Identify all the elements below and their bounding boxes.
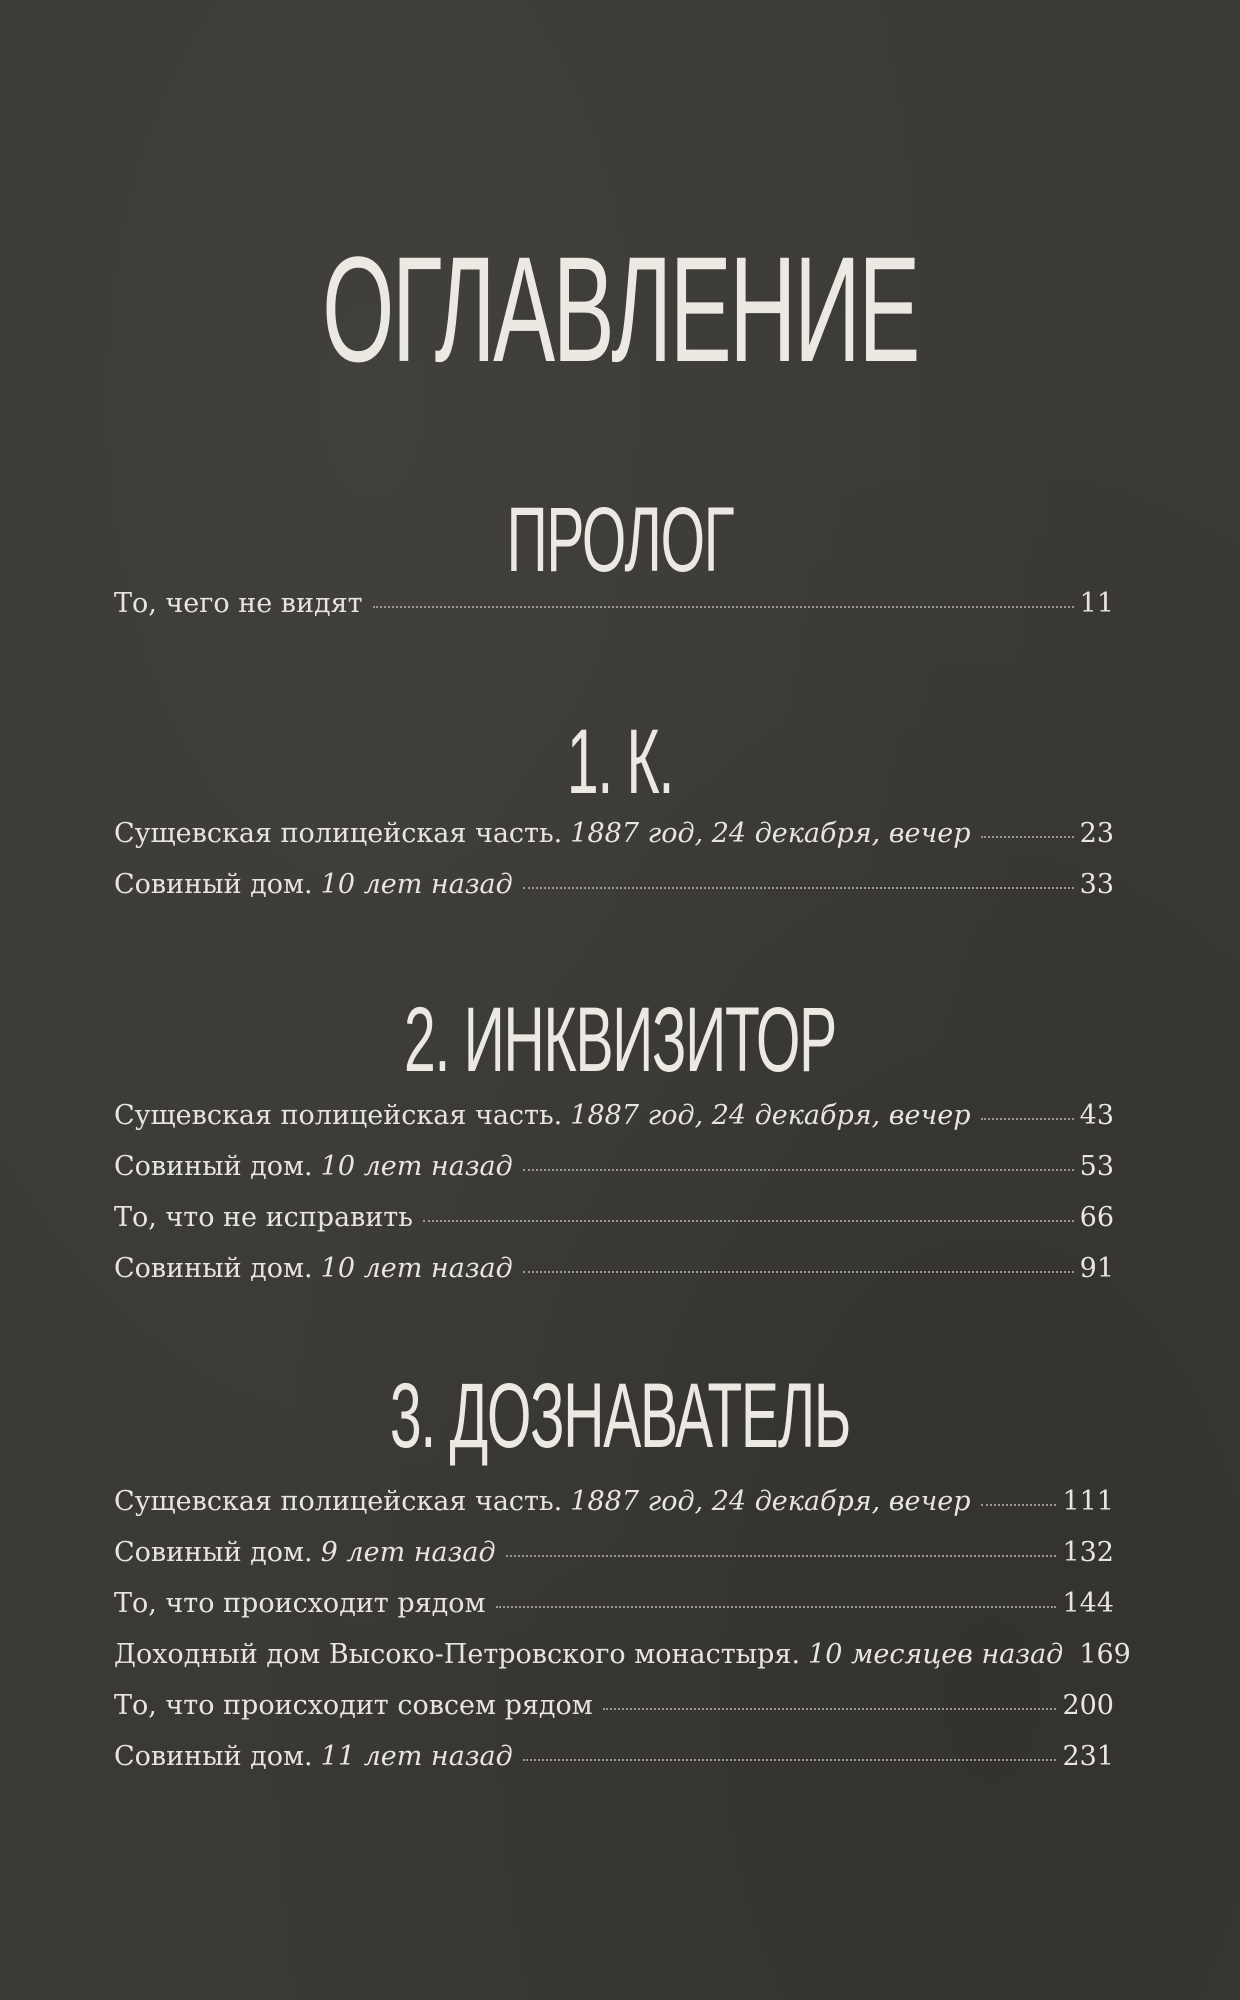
entry-page-number: 33 — [1079, 869, 1114, 900]
entry-title: То, что не исправить — [114, 1202, 413, 1233]
toc-entry[interactable] — [114, 1527, 1114, 1578]
toc-entry[interactable] — [114, 1578, 1114, 1629]
entry-page-number: 11 — [1079, 588, 1114, 619]
entry-page-number: 200 — [1062, 1690, 1114, 1721]
dot-leader — [523, 1759, 1057, 1761]
entry-title: То, чего не видят — [114, 588, 363, 619]
section-heading-prologue: ПРОЛОГ — [506, 489, 734, 591]
toc-list-section-1 — [114, 808, 1114, 910]
entry-title: То, что происходит совсем рядом — [114, 1690, 593, 1721]
dot-leader — [506, 1555, 1057, 1557]
dot-leader — [373, 606, 1074, 608]
entry-page-number: 231 — [1062, 1741, 1114, 1772]
entry-title: Совиный дом. — [114, 1741, 313, 1772]
entry-subtitle: 10 лет назад — [320, 1151, 513, 1182]
entry-subtitle: 10 лет назад — [320, 869, 513, 900]
dot-leader — [523, 1271, 1074, 1273]
entry-subtitle: 1887 год, 24 декабря, вечер — [570, 1486, 971, 1517]
toc-entry[interactable] — [114, 578, 1114, 629]
toc-entry[interactable] — [114, 1476, 1114, 1527]
entry-page-number: 169 — [1079, 1639, 1131, 1670]
toc-list-section-2 — [114, 1090, 1114, 1294]
entry-page-number: 132 — [1062, 1537, 1114, 1568]
entry-page-number: 43 — [1079, 1100, 1114, 1131]
toc-entry[interactable] — [114, 1629, 1131, 1680]
entry-subtitle: 11 лет назад — [320, 1741, 513, 1772]
toc-entry[interactable] — [114, 1731, 1114, 1782]
dot-leader — [523, 887, 1074, 889]
entry-subtitle: 9 лет назад — [320, 1537, 496, 1568]
entry-title: Совиный дом. — [114, 1151, 313, 1182]
entry-title: То, что происходит рядом — [114, 1588, 486, 1619]
entry-title: Сущевская полицейская часть. — [114, 1100, 563, 1131]
entry-subtitle: 10 лет назад — [320, 1253, 513, 1284]
entry-subtitle: 1887 год, 24 декабря, вечер — [570, 818, 971, 849]
entry-page-number: 91 — [1079, 1253, 1114, 1284]
toc-entry[interactable] — [114, 859, 1114, 910]
dot-leader — [981, 836, 1074, 838]
dot-leader — [981, 1504, 1057, 1506]
entry-title: Совиный дом. — [114, 869, 313, 900]
dot-leader — [423, 1220, 1074, 1222]
entry-subtitle: 10 месяцев назад — [808, 1639, 1064, 1670]
toc-entry[interactable] — [114, 1090, 1114, 1141]
entry-title: Совиный дом. — [114, 1253, 313, 1284]
dot-leader — [523, 1169, 1074, 1171]
dot-leader — [981, 1118, 1074, 1120]
section-heading-1: 1. К. — [566, 711, 674, 813]
section-heading-3: 3. ДОЗНАВАТЕЛЬ — [389, 1365, 851, 1467]
toc-entry[interactable] — [114, 1141, 1114, 1192]
page-title: ОГЛАВЛЕНИЕ — [322, 224, 918, 393]
toc-entry[interactable] — [114, 1680, 1114, 1731]
entry-subtitle: 1887 год, 24 декабря, вечер — [570, 1100, 971, 1131]
entry-page-number: 66 — [1079, 1202, 1114, 1233]
toc-entry[interactable] — [114, 1192, 1114, 1243]
entry-page-number: 144 — [1062, 1588, 1114, 1619]
entry-page-number: 53 — [1079, 1151, 1114, 1182]
toc-entry[interactable] — [114, 808, 1114, 859]
entry-title: Совиный дом. — [114, 1537, 313, 1568]
toc-list-prologue — [114, 578, 1114, 629]
entry-title: Сущевская полицейская часть. — [114, 818, 563, 849]
entry-page-number: 23 — [1079, 818, 1114, 849]
entry-title: Доходный дом Высоко-Петровского монастыря. — [114, 1639, 801, 1670]
toc-entry[interactable] — [114, 1243, 1114, 1294]
entry-title: Сущевская полицейская часть. — [114, 1486, 563, 1517]
toc-list-section-3 — [114, 1476, 1131, 1782]
dot-leader — [603, 1708, 1057, 1710]
section-heading-2: 2. ИНКВИЗИТОР — [404, 989, 836, 1091]
entry-page-number: 111 — [1062, 1486, 1114, 1517]
dot-leader — [496, 1606, 1057, 1608]
